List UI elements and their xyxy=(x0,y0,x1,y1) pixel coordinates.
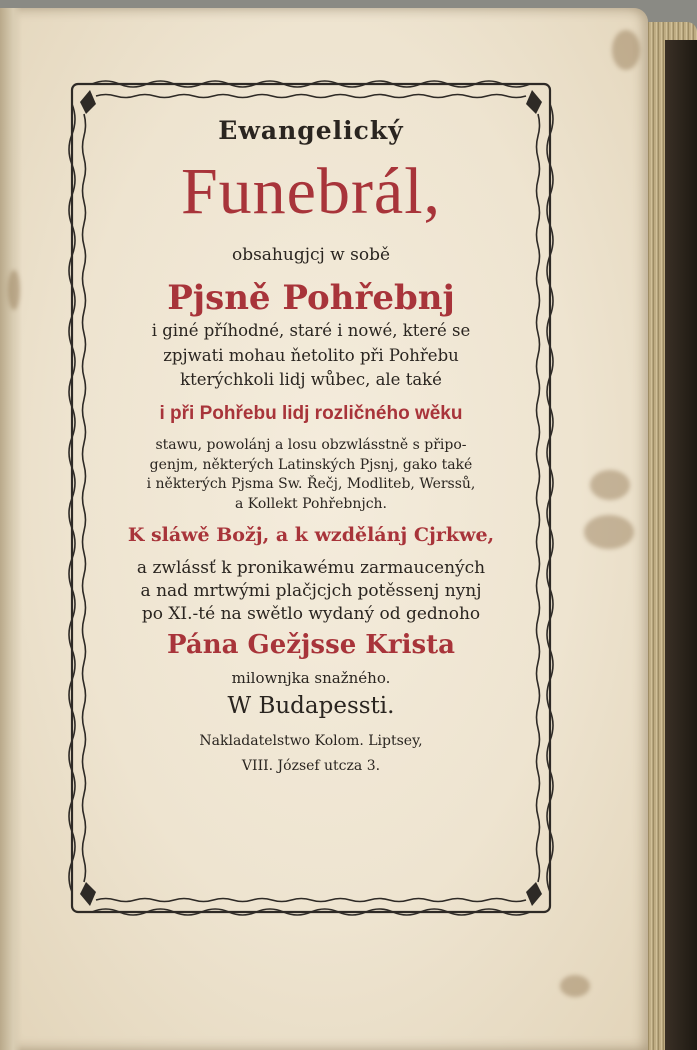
title-text-block xyxy=(92,110,530,774)
stain xyxy=(612,30,640,70)
publisher-line: Nakladatelstwo Kolom. Liptsey, xyxy=(199,732,423,749)
border-vine xyxy=(537,114,540,882)
address-line: VIII. József utcza 3. xyxy=(241,757,381,774)
body-line-mid: po XI.-té na swětlo wydaný od gednoho xyxy=(141,604,481,625)
stain xyxy=(584,515,634,549)
heading-pana-krista: Pána Gežjsse Krista xyxy=(167,629,455,660)
body-line: i giné příhodné, staré i nowé, které se xyxy=(151,321,471,341)
page-gutter xyxy=(0,8,22,1050)
stain xyxy=(560,975,590,997)
body-line-small: a Kollekt Pohřebnjch. xyxy=(234,495,387,512)
red-line-pohreb: i při Pohřebu lidj rozličného wěku xyxy=(159,403,463,425)
heading-pisne-pohrebni: Pjsně Pohřebnj xyxy=(167,277,455,318)
line-milownika: milownjka snažného. xyxy=(231,669,391,688)
body-line-small: stawu, powolánj a losu obzwlásstně s připo- xyxy=(155,436,467,453)
body-line: zpjwati mohau ňetolito při Pohřebu xyxy=(163,345,459,365)
body-line-mid: a zwlássť k pronikawému zarmaucených xyxy=(136,558,486,579)
body-line-mid: a nad mrtwými plačjcjch potěssenj nynj xyxy=(140,581,482,602)
main-title-funebral: Funebrál, xyxy=(180,155,442,228)
red-line-slawe: K sláwě Božj, a k wzdělánj Cjrkwe, xyxy=(127,524,495,547)
stain xyxy=(590,470,630,500)
subtitle-obsahujici: obsahugjcj w sobě xyxy=(231,245,391,266)
stain xyxy=(8,270,20,310)
heading-evangelicky: Ewangelický xyxy=(218,116,404,145)
book-cover-edge xyxy=(665,40,697,1050)
border-vine xyxy=(83,114,86,882)
border-vine xyxy=(96,899,526,902)
body-line-small: genjm, některých Latinských Pjsnj, gako také xyxy=(149,456,473,473)
border-vine xyxy=(96,95,526,98)
body-line-small: i některých Pjsma Sw. Řečj, Modliteb, Werssů, xyxy=(146,476,476,493)
body-line: kterýchkoli lidj wůbec, ale také xyxy=(180,369,442,389)
place-budapest: W Budapessti. xyxy=(227,693,395,720)
